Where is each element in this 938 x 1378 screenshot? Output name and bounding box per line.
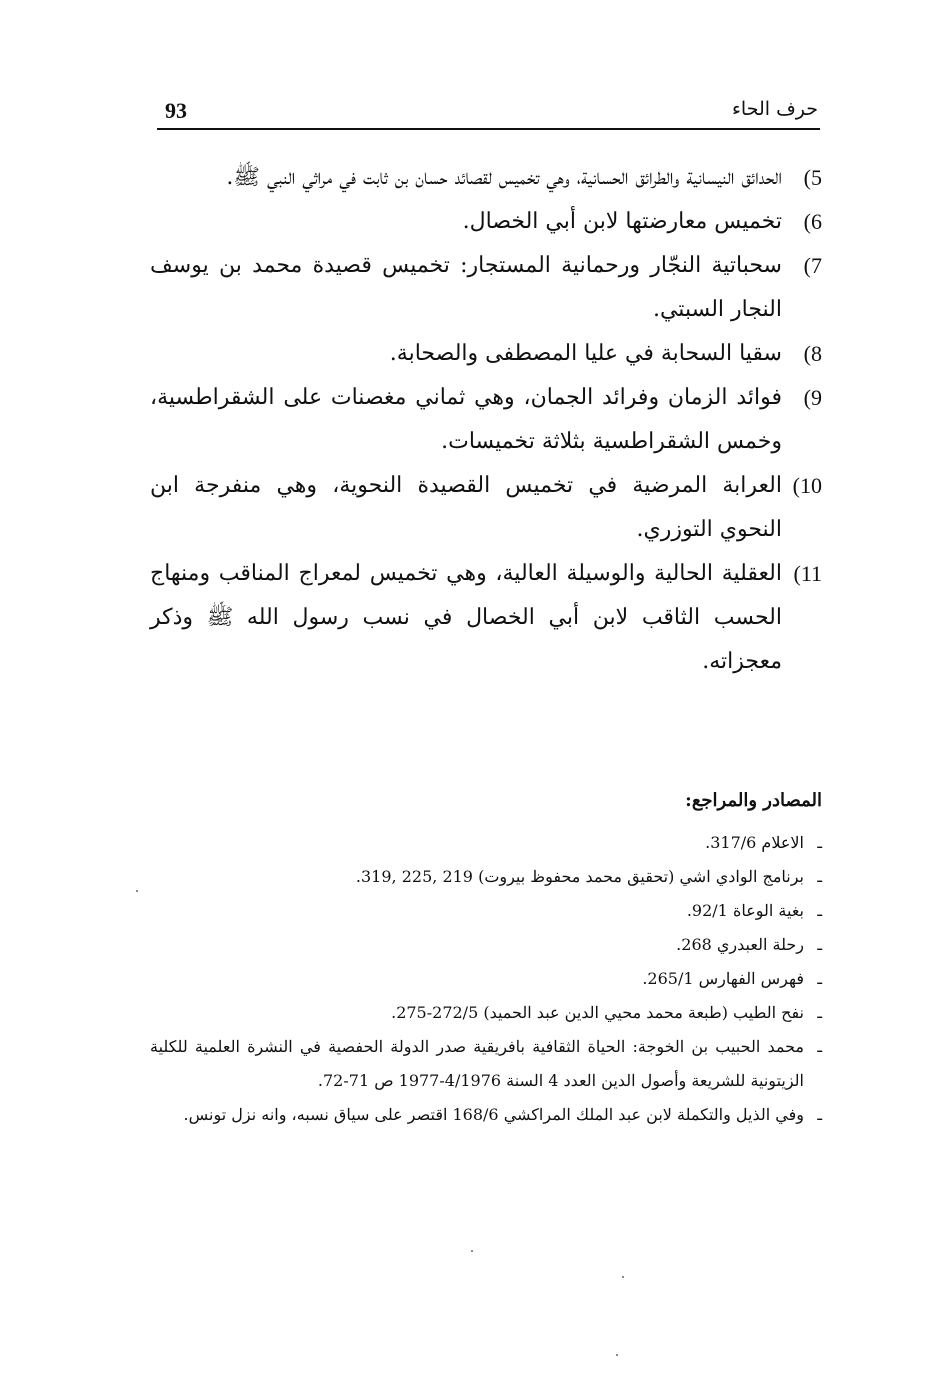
page-header [157,96,820,130]
work-text: سقيا السحابة في عليا المصطفى والصحابة. [389,341,782,366]
source-text: رحلة العبدري 268. [676,935,804,954]
works-list [150,156,822,684]
sources-section [150,786,822,1132]
bullet-dash: ـ [817,935,822,954]
bullet-dash: ـ [817,901,822,920]
bullet-dash: ـ [817,867,822,886]
work-item [150,244,822,332]
work-number: 5) [803,165,822,190]
work-number: 6) [803,209,822,234]
source-text: وفي الذيل والتكملة لابن عبد الملك المراكشي 168/6 اقتصر على سياق نسبه، وانه نزل تونس. [183,1105,804,1124]
bullet-dash: ـ [817,833,822,852]
source-item [150,826,822,860]
work-number: 10) [792,473,822,498]
scan-speck [136,890,138,892]
work-text: العرابة المرضية في تخميس القصيدة النحوية، وهي منفرجة ابن النحوي التوزري. [150,473,782,542]
source-text: الاعلام 317/6. [705,833,804,852]
work-text: العقلية الحالية والوسيلة العالية، وهي تخميس لمعراج المناقب ومنهاج الحسب الثاقب لابن أبي الخصال في نسب رسول الله ﷺ وذكر معجزاته. [150,561,782,674]
bullet-dash: ـ [817,1003,822,1022]
sources-heading: المصادر والمراجع: [685,790,822,811]
scan-speck [622,1276,624,1278]
work-item [150,376,822,464]
source-text: بغية الوعاة 92/1. [686,901,804,920]
source-text: نفح الطيب (طبعة محمد محيي الدين عبد الحميد) 272/5-275. [391,1003,804,1022]
bullet-dash: ـ [817,1105,822,1124]
bullet-dash: ـ [817,969,822,988]
work-number: 8) [803,341,822,366]
work-number: 11) [793,561,822,586]
source-text: محمد الحبيب بن الخوجة: الحياة الثقافية بافريقية صدر الدولة الحفصية في النشرة العلمية للكلية الزيتونية للشريعة وأصول الدين العدد 4 السنة 4/1976-1977 ص 71-72. [150,1037,804,1090]
work-text: سحباتية النجّار ورحمانية المستجار: تخميس قصيدة محمد بن يوسف النجار السبتي. [150,253,782,322]
work-number: 7) [803,253,822,278]
scan-speck [616,1354,618,1356]
scan-speck [471,1250,473,1252]
source-item [150,1098,822,1132]
source-item [150,996,822,1030]
work-text: الحدائق النيسانية والطرائق الحسانية، وهي تخميس لقصائد حسان بن ثابت في مراثي النبي ﷺ. [226,165,782,190]
work-number: 9) [803,385,822,410]
work-item [150,332,822,376]
source-item [150,894,822,928]
page-number: 93 [165,98,187,123]
source-item [150,962,822,996]
bullet-dash: ـ [817,1037,822,1056]
work-text: فوائد الزمان وفرائد الجمان، وهي ثماني مغصنات على الشقراطسية، وخمس الشقراطسية بثلاثة تخميسات. [150,385,782,454]
running-title: حرف الحاء [731,98,818,120]
work-item [150,464,822,552]
source-item [150,1030,822,1098]
source-item [150,928,822,962]
work-item [150,200,822,244]
work-text: تخميس معارضتها لابن أبي الخصال. [462,209,782,234]
source-text: فهرس الفهارس 265/1. [642,969,804,988]
work-item [150,156,822,200]
work-item [150,552,822,684]
source-item [150,860,822,894]
source-text: برنامج الوادي اشي (تحقيق محمد محفوظ بيروت) 219 ,225 ,319. [355,867,804,886]
